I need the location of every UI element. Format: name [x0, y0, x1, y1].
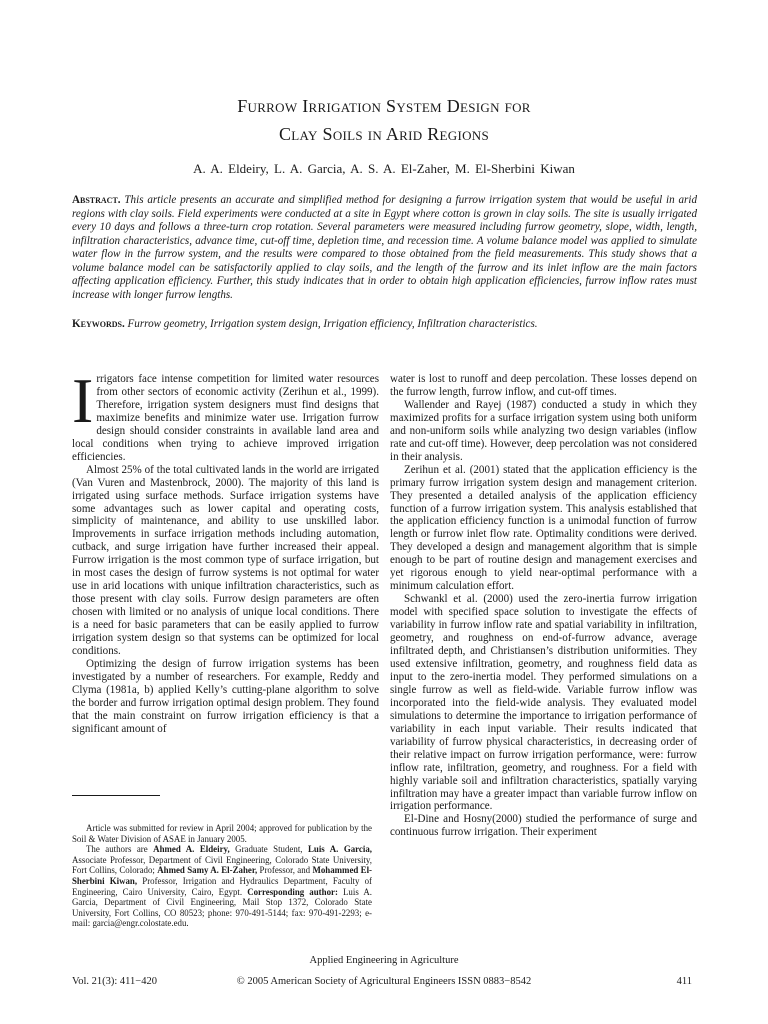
body-paragraph: Wallender and Rayej (1987) conducted a study in which they maximized profits for a surface irrigation system using both uniform and non-uniform soils while analyzing two design variables (inflow rate and cut-off time). However, deep percolation was not considered in their analysis.: [390, 398, 697, 463]
left-column: [72, 365, 379, 736]
keywords-text: Furrow geometry, Irrigation system design, Irrigation efficiency, Infiltration characteristics.: [127, 318, 538, 330]
body-paragraph: Schwankl et al. (2000) used the zero-inertia furrow irrigation model with specified space solution to investigate the effects of variability in furrow inflow rate and spatial variability in infiltration, geometry, and roughness on end-of-furrow advance, average infiltrated depth, and Christiansen’s distribution uniformities. They used extensive infiltration, geometry, and roughness field data as input to the zero-inertia model. They performed simulations on a single furrow as well as field-wide. Variable furrow inflow was incorporated into the field-wide analysis. They evaluated model simulations to determine the importance to irrigation performance of variability in each input variable. Their results indicated that variability of furrow physical characteristics, in decreasing order of their relative impact on furrow irrigation performance, were: furrow inflow rate, infiltration, geometry, and roughness. For a field with highly variable soil and infiltration characteristics, spatially varying infiltration may have a greater impact than variable furrow inflow on irrigation performance.: [390, 593, 697, 813]
footnote-submission: Article was submitted for review in April 2004; approved for publication by the Soil & Water Division of ASAE in January 2005.: [72, 823, 372, 844]
footer-copyright: © 2005 American Society of Agricultural Engineers ISSN 0883−8542: [236, 976, 532, 987]
paper-title: [0, 92, 768, 148]
title-line-2: Clay Soils in Arid Regions: [278, 124, 489, 144]
abstract-label: Abstract.: [72, 194, 121, 206]
drop-cap: I: [72, 365, 94, 436]
title-line-1: Furrow Irrigation System Design for: [237, 96, 531, 116]
abstract-text: This article presents an accurate and simplified method for designing a furrow irrigation system that would be useful in arid regions with clay soils. Field experiments were conducted at a site in Egypt where cotton is grown in clay soils. The site is usually irrigated every 10 days and follows a three-turn crop rotation. Several parameters were measured including furrow geometry, slope, width, length, infiltration characteristics, advance time, cut-off time, depletion time, and recession time. A volume balance model was applied to simulate water flow in the furrow system, and the results were compared to those obtained from the field measurements. This study shows that a volume balance model can be satisfactorily applied to clay soils, and the length of the furrow and its inlet inflow are the main factors affecting application efficiency. Further, this study indicates that in order to obtain high application efficiencies, furrow inflow rates must increase with longer furrow lengths.: [72, 194, 697, 301]
footnote-affiliations: The authors are Ahmed A. Eldeiry, Graduate Student, Luis A. Garcia, Associate Professor, Department of Civil Engineering, Colorado State University, Fort Collins, Colorado; Ahmed Samy A. El-Zaher, Professor, and Mohammed El-Sherbini Kiwan, Professor, Irrigation and Hydraulics Department, Faculty of Engineering, Cairo University, Cairo, Egypt. Corresponding author: Luis A. Garcia, Department of Civil Engineering, Mail Stop 1372, Colorado State University, Fort Collins, CO 80523; phone: 970-491-5144; fax: 970-491-2293; e-mail: garcia@engr.colostate.edu.: [72, 844, 373, 929]
page-number: 411: [676, 976, 692, 987]
body-paragraph: water is lost to runoff and deep percolation. These losses depend on the furrow length, furrow inflow, and cut-off times.: [390, 373, 697, 398]
author-list: A. A. Eldeiry, L. A. Garcia, A. S. A. El-Zaher, M. El-Sherbini Kiwan: [193, 161, 575, 176]
footer-journal-name: Applied Engineering in Agriculture: [309, 955, 459, 966]
body-paragraph: Zerihun et al. (2001) stated that the application efficiency is the primary furrow irrigation system design and management criterion. They presented a detailed analysis of the application efficiency function of a furrow irrigation system. This analysis established that the application efficiency function is a unimodal function of furrow length or furrow inlet flow rate. Optimality conditions were derived. They developed a design and management algorithm that is simple enough to be part of routine design and management exercises and yet rigorous enough to yield near-optimal performance with a minimum calculation effort.: [390, 463, 697, 593]
body-paragraph: Irrigators face intense competition for limited water resources from other sectors of economic activity (Zerihun et al., 1999). Therefore, irrigation system designers must find designs that maximize benefits and minimize water use. Irrigation furrow design should consider constraints in available land area and local conditions when trying to achieve improved irrigation efficiencies.: [72, 365, 379, 463]
footnote: [72, 823, 372, 929]
right-column: [390, 373, 697, 963]
corresponding-author-label: Corresponding author:: [247, 886, 338, 897]
body-paragraph: El-Dine and Hosny(2000) studied the performance of surge and continuous furrow irrigation. Their experiment: [390, 813, 697, 839]
body-paragraph: Optimizing the design of furrow irrigation systems has been investigated by a number of researchers. For example, Reddy and Clyma (1981a, b) applied Kelly’s cutting-plane algorithm to solve the border and furrow irrigation optimal design problem. They found that the main constraint on furrow irrigation efficiency is that a significant amount of: [72, 657, 379, 735]
keywords: [72, 318, 697, 332]
keywords-label: Keywords.: [72, 318, 125, 330]
body-paragraph: Almost 25% of the total cultivated lands in the world are irrigated (Van Vuren and Mastenbrock, 2000). The majority of this land is irrigated using surface methods. Surface irrigation systems have some advantages such as lower capital and operating costs, simplicity of maintenance, and ability to use unskilled labor. Improvements in surface irrigation methods including automation, cutback, and surge irrigation have further increased their appeal. Furrow irrigation is the most common type of surface irrigation, but in most cases the design of furrow systems is not optimal for water use in arid locations with unique infiltration characteristics, such as those present with clay soils. Furrow design parameters are often chosen with limited or no analysis of unique local conditions. There is a need for basic parameters that can be easily applied to furrow irrigation system design so that systems can be optimized for local conditions.: [72, 463, 379, 658]
footer-volume: Vol. 21(3): 411−420: [72, 976, 157, 987]
footnote-divider: [72, 795, 160, 796]
abstract: [72, 194, 697, 302]
